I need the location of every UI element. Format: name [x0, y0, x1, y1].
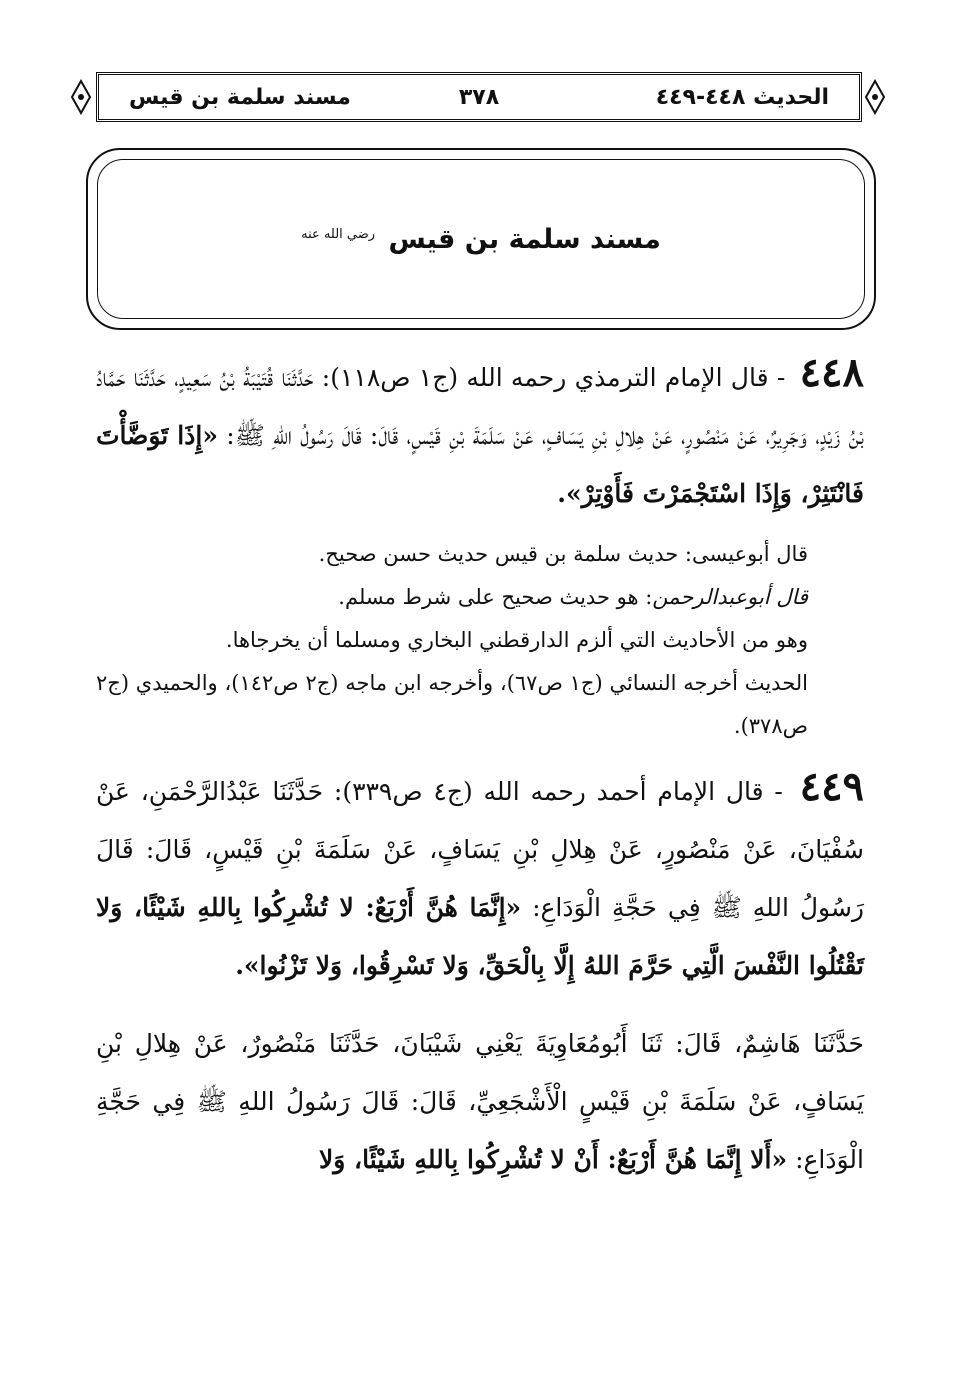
hadith-449: [96, 758, 864, 995]
commentary-4: الحديث أخرجه النسائي (ج١ ص٦٧)، وأخرجه ابن ماجه (ج٢ ص١٤٢)، والحميدي (ج٢ ص٣٧٨).: [96, 671, 808, 738]
running-header: [96, 72, 862, 122]
header-ornament-right-icon: [864, 79, 886, 115]
chapter-title-box: [86, 148, 876, 330]
hadith-449-continuation: [96, 1015, 864, 1189]
commentary-3: وهو من الأحاديث التي ألزم الدارقطني البخاري ومسلما أن يخرجاها.: [225, 628, 808, 652]
header-chapter-title: مسند سلمة بن قيس: [129, 84, 351, 110]
header-ornament-left-icon: [70, 79, 92, 115]
hadith-text: «أَلا إِنَّمَا هُنَّ أَرْبَعٌ: أَنْ لا تُشْرِكُوا بِاللهِ شَيْئًا، وَلا: [318, 1145, 788, 1174]
hadith-chain: - قال الإمام أحمد رحمه الله (ج٤ ص٣٣٩): حَدَّثَنَا عَبْدُالرَّحْمَنِ، عَنْ سُفْيَانَ، عَنْ مَنْصُورٍ، عَنْ هِلالِ بْنِ يَسَافٍ، عَنْ سَلَمَةَ بْنِ قَيْسٍ، قَالَ: قَالَ رَسُولُ اللهِ ﷺ فِي حَجَّةِ الْوَدَاعِ:: [96, 777, 864, 922]
commentary-1: قال أبوعيسى: حديث سلمة بن قيس حديث حسن صحيح.: [318, 542, 808, 566]
commentary-2-text: : هو حديث صحيح على شرط مسلم.: [338, 585, 653, 609]
author-name: قال أبوعبدالرحمن: [652, 585, 808, 609]
hadith-number: ٤٤٨: [799, 349, 865, 396]
hadith-448: [96, 344, 864, 523]
hadith-chain: حَدَّثَنَا هَاشِمٌ، قَالَ: ثَنَا أَبُومُعَاوِيَةَ يَعْنِي شَيْبَانَ، حَدَّثَنَا مَنْصُورٌ، عَنْ هِلالِ بْنِ يَسَافٍ، عَنْ سَلَمَةَ بْنِ قَيْسٍ الْأَشْجَعِيِّ، قَالَ: قَالَ رَسُولُ اللهِ ﷺ فِي حَجَّةِ الْوَدَاعِ:: [96, 1029, 864, 1174]
chapter-title: [301, 224, 661, 255]
hadith-text: «إِنَّمَا هُنَّ أَرْبَعٌ: لا تُشْرِكُوا بِاللهِ شَيْئًا، وَلا تَقْتُلُوا النَّفْسَ الَّتِي حَرَّمَ اللهُ إِلَّا بِالْحَقِّ، وَلا تَسْرِقُوا، وَلا تَزْنُوا».: [96, 893, 864, 980]
hadith-chain: - قال الإمام الترمذي رحمه الله (ج١ ص١١٨): حَدَّثَنَا قُتَيْبَةُ بْنُ سَعِيدٍ، حَدَّثَنَا حَمَّادُ بْنُ زَيْدٍ، وَجَرِيرٌ، عَنْ مَنْصُورٍ، عَنْ هِلالِ بْنِ يَسَافٍ، عَنْ سَلَمَةَ بْنِ قَيْسٍ، قَالَ: قَالَ رَسُولُ اللهِ ﷺ:: [96, 363, 864, 450]
header-hadith-range: الحديث ٤٤٨-٤٤٩: [655, 84, 829, 110]
hadith-number: ٤٤٩: [799, 763, 865, 810]
page-content: [96, 344, 864, 1189]
hadith-text: «إِذَا تَوَضَّأْتَ فَانْتَثِرْ، وَإِذَا اسْتَجْمَرْتَ فَأَوْتِرْ».: [96, 421, 864, 508]
commentary-2: [96, 576, 864, 619]
chapter-title-text: مسند سلمة بن قيس: [388, 223, 661, 255]
honorific-seal: رضي الله عنه: [301, 226, 376, 242]
page-number: ٣٧٨: [458, 84, 500, 110]
